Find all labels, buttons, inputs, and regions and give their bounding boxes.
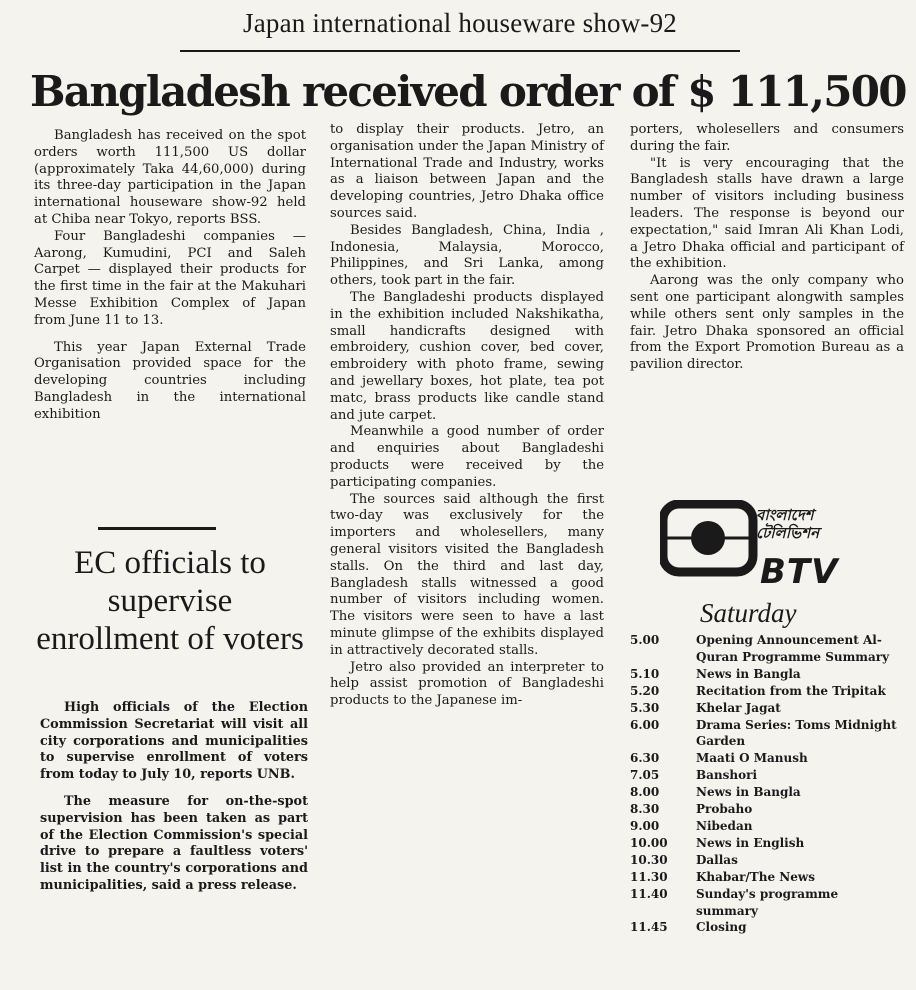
schedule-programme: Recitation from the Tripitak [696,683,886,698]
schedule-programme: Opening Announcement Al-Quran Programme Summary [696,633,890,664]
paragraph: Four Bangladeshi companies — Aarong, Kumudini, PCI and Saleh Carpet — displayed their products for the first time in the fair at the Makuhari Messe Exhibition Complex of Japan from June 11 to 13. [34,228,306,328]
schedule-time: 11.30 [630,869,668,884]
paragraph: porters, wholesellers and consumers during the fair. [630,122,904,154]
tv-schedule [630,632,900,936]
btv-bangla-name: বাংলাদেশ টেলিভিশন [756,506,820,542]
kicker: Japan international houseware show-92 [242,8,678,38]
ec-headline: EC officials to supervise enrollment of voters [36,545,304,657]
schedule-row [630,886,900,920]
schedule-programme: Khabar/The News [696,869,815,884]
schedule-row [630,632,900,666]
paragraph: "It is very encouraging that the Bangladesh stalls have drawn a large number of visitors including business leaders. The response is beyond our expectation," said Imran Ali Khan Lodi, a Jetro Dhaka official and participant of the exhibition. [630,155,904,272]
schedule-programme: Sunday's programme summary [696,886,839,918]
schedule-row [630,835,900,852]
schedule-time: 8.30 [630,802,660,817]
schedule-time: 5.30 [630,700,660,715]
article-column-3 [630,122,904,374]
main-headline: Bangladesh received order of $ 111,500 [30,67,906,116]
paragraph: The measure for on-the-spot supervision has been taken as part of the Election Commission's special drive to prepare a faultless voters' list in the country's corporations and municipalities, said a press release. [40,793,308,893]
schedule-programme: Dallas [696,852,738,867]
kicker-block [180,6,740,58]
schedule-time: 5.10 [630,666,660,681]
schedule-programme: Banshori [696,768,758,783]
schedule-time: 10.30 [630,852,668,867]
paragraph: to display their products. Jetro, an organisation under the Japan Ministry of International Trade and Industry, works as a liaison between Japan and the developing countries, Jetro Dhaka office sources said. [330,122,604,221]
schedule-programme: Khelar Jagat [696,700,781,715]
divider [98,527,216,530]
schedule-row [630,750,900,767]
schedule-programme: News in Bangla [696,785,801,800]
btv-logo-block [660,500,890,600]
schedule-time: 11.45 [630,920,668,935]
schedule-row [630,767,900,784]
schedule-row [630,784,900,801]
article-column-1 [34,128,306,424]
schedule-day: Saturday [700,598,797,628]
schedule-time: 6.30 [630,751,660,766]
ec-article-body [40,700,308,895]
schedule-time: 11.40 [630,886,668,901]
schedule-time: 5.20 [630,683,660,698]
article-column-2 [330,122,604,710]
schedule-programme: Drama Series: Toms Midnight Garden [696,717,897,749]
schedule-row [630,666,900,683]
schedule-programme: Closing [696,920,747,935]
schedule-row [630,818,900,835]
paragraph: The sources said although the first two-day was exclusively for the importers and wholesellers, many general visitors visited the Bangladesh stalls. On the third and last day, Bangladesh stalls witnessed a good number of visitors including women. The visitors were seen to have a last minute glimpse of the exhibits displayed in attractively decorated stalls. [330,491,604,658]
paragraph: High officials of the Election Commission Secretariat will visit all city corporations and municipalities to supervise enrollment of voters from today to July 10, reports UNB. [40,700,308,783]
schedule-time: 8.00 [630,785,660,800]
schedule-time: 9.00 [630,818,660,833]
schedule-time: 10.00 [630,835,668,850]
kicker-rule [180,50,740,52]
schedule-row [630,852,900,869]
schedule-row [630,919,900,936]
paragraph: Aarong was the only company who sent one participant alongwith samples while others sent only samples in the fair. Jetro Dhaka sponsored an official from the Export Promotion Bureau as a pavilion director. [630,273,904,373]
paragraph: Bangladesh has received on the spot orders worth 111,500 US dollar (approximately Taka 44,60,000) during its three-day participation in the Japan international houseware show-92 held at Chiba near Tokyo, reports BSS. [34,128,306,227]
paragraph: Besides Bangladesh, China, India , Indonesia, Malaysia, Morocco, Philippines, and Sri Lanka, among others, took part in the fair. [330,222,604,289]
paragraph: Jetro also provided an interpreter to help assist promotion of Bangladeshi products to the Japanese im- [330,659,604,709]
paragraph: Meanwhile a good number of order and enquiries about Bangladeshi products were received by the participating companies. [330,424,604,490]
schedule-row [630,801,900,818]
schedule-time: 6.00 [630,717,660,732]
paragraph: This year Japan External Trade Organisation provided space for the developing countries including Bangladesh in the international exhibition [34,339,306,422]
paragraph: The Bangladeshi products displayed in the exhibition included Nakshikatha, small handicrafts designed with embroidery, cushion cover, bed cover, embroidery with photo frame, sewing and jewellary boxes, hot plate, tea pot matc, brass products like candle stand and jute carpet. [330,289,604,423]
tv-screen-icon [660,500,760,580]
schedule-row [630,869,900,886]
schedule-row [630,700,900,717]
schedule-row [630,717,900,751]
schedule-time: 5.00 [630,633,660,647]
schedule-programme: News in English [696,835,805,850]
schedule-programme: Probaho [696,802,753,817]
schedule-time: 7.05 [630,768,660,783]
schedule-programme: Maati O Manush [696,751,808,766]
schedule-programme: News in Bangla [696,666,801,681]
schedule-programme: Nibedan [696,818,753,833]
schedule-row [630,683,900,700]
btv-logo-text: BTV [760,552,839,592]
